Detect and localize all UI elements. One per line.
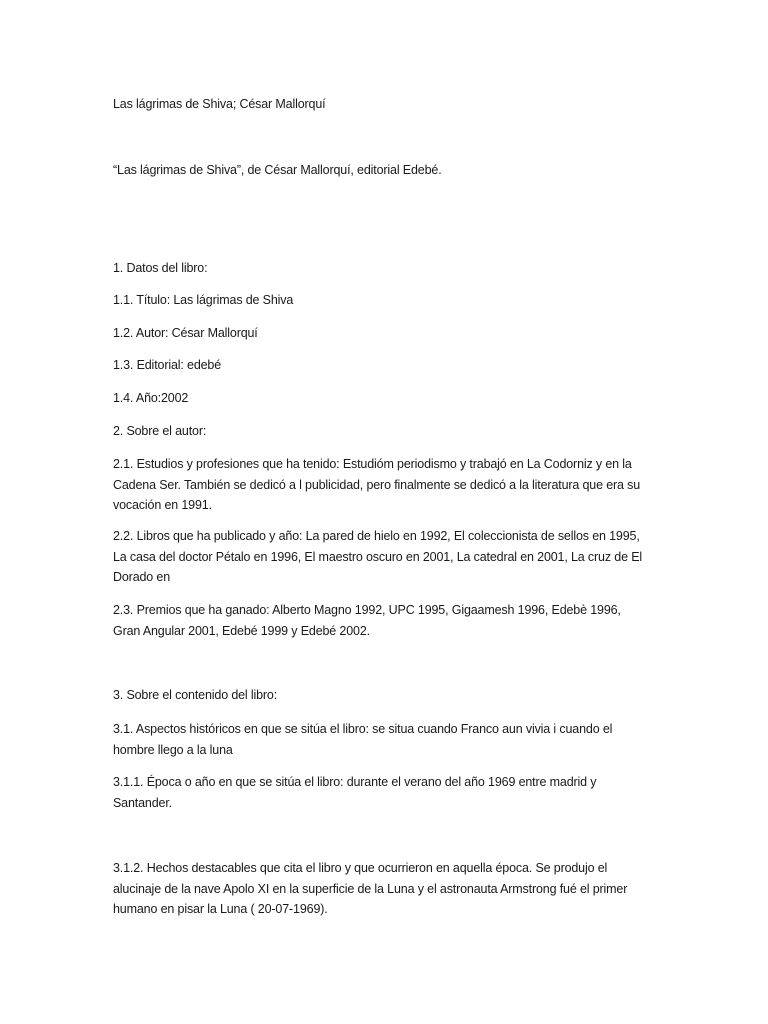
item-editorial: 1.3. Editorial: edebé	[113, 358, 222, 372]
item-titulo: 1.1. Título: Las lágrimas de Shiva	[113, 293, 294, 307]
item-hechos-destacables: 3.1.2. Hechos destacables que cita el libro y que ocurrieron en aquella época. Se produjo el alucinaje de la nave Apolo XI en la superficie de la Luna y el astronauta Armstrong fué el primer humano en pisar la Luna ( 20-07-1969).	[113, 861, 628, 916]
item-ano: 1.4. Año:2002	[113, 391, 189, 405]
document-title: Las lágrimas de Shiva; César Mallorquí	[113, 97, 326, 111]
item-premios: 2.3. Premios que ha ganado: Alberto Magno 1992, UPC 1995, Gigaamesh 1996, Edebè 1996, Gran Angular 2001, Edebé 1999 y Edebé 2002.	[113, 603, 621, 638]
section-heading-datos: 1. Datos del libro:	[113, 261, 208, 275]
item-autor: 1.2. Autor: César Mallorquí	[113, 326, 258, 340]
item-aspectos-historicos: 3.1. Aspectos históricos en que se sitúa el libro: se situa cuando Franco aun vivia i cuando el hombre llego a la luna	[113, 722, 613, 757]
section-heading-contenido: 3. Sobre el contenido del libro:	[113, 688, 278, 702]
section-heading-autor: 2. Sobre el autor:	[113, 424, 207, 438]
item-estudios: 2.1. Estudios y profesiones que ha tenido: Estudióm periodismo y trabajó en La Codorniz y en la Cadena Ser. También se dedicó a l publicidad, pero finalmente se dedicó a la literatura que era su vocación en 1991.	[113, 457, 641, 512]
item-libros: 2.2. Libros que ha publicado y año: La pared de hielo en 1992, El coleccionista de sellos en 1995, La casa del doctor Pétalo en 1996, El maestro oscuro en 2001, La catedral en 2001, La cruz de El Dorado en	[113, 529, 643, 584]
document-subtitle: “Las lágrimas de Shiva”, de César Mallorquí, editorial Edebé.	[113, 163, 442, 177]
item-epoca: 3.1.1. Época o año en que se sitúa el libro: durante el verano del año 1969 entre madrid y Santander.	[113, 775, 597, 810]
